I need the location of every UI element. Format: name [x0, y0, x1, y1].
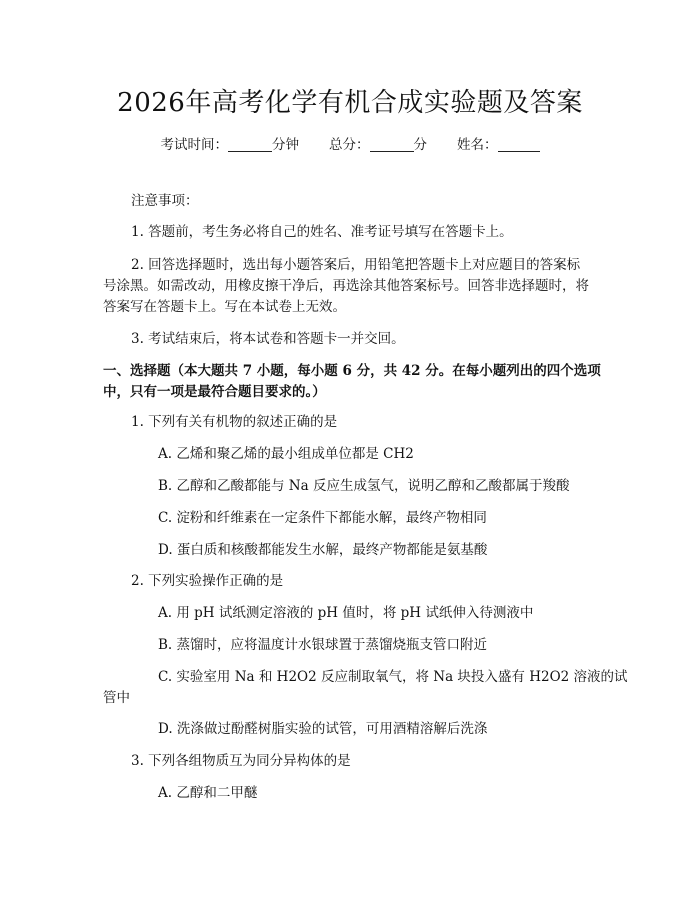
page-title: 2026年高考化学有机合成实验题及答案 [117, 88, 583, 118]
time-blank [228, 137, 272, 152]
notice-heading: 注意事项： [131, 193, 199, 209]
notice-item-2-line-2: 号涂黑。如需改动，用橡皮擦干净后，再选涂其他答案标号。回答非选择题时，将 [103, 278, 589, 294]
score-label: 总分： [329, 137, 370, 153]
question-2-option-b: B. 蒸馏时，应将温度计水银球置于蒸馏烧瓶支管口附近 [158, 637, 488, 653]
section-heading-line-1: 一、选择题（本大题共 7 小题，每小题 6 分，共 42 分。在每小题列出的四个选项 [103, 363, 601, 379]
question-1-option-a: A. 乙烯和聚乙烯的最小组成单位都是 CH2 [158, 446, 414, 462]
notice-item-2-line-3: 答案写在答题卡上。写在本试卷上无效。 [103, 299, 346, 315]
question-2-option-a: A. 用 pH 试纸测定溶液的 pH 值时，将 pH 试纸伸入待测液中 [158, 605, 534, 621]
question-2-option-c-line-1: C. 实验室用 Na 和 H2O2 反应制取氧气，将 Na 块投入盛有 H2O2 溶液的试 [158, 669, 628, 685]
time-label: 考试时间： [160, 137, 228, 153]
question-2-option-c-line-2: 管中 [103, 690, 130, 706]
question-2-option-d: D. 洗涤做过酚醛树脂实验的试管，可用酒精溶解后洗涤 [158, 721, 488, 737]
question-1-option-d: D. 蛋白质和核酸都能发生水解，最终产物都能是氨基酸 [158, 542, 488, 558]
notice-item-1: 1. 答题前，考生务必将自己的姓名、准考证号填写在答题卡上。 [131, 224, 513, 240]
score-blank [370, 137, 414, 152]
question-3-stem: 3. 下列各组物质互为同分异构体的是 [131, 753, 351, 769]
name-label: 姓名： [457, 137, 498, 153]
notice-item-3: 3. 考试结束后，将本试卷和答题卡一并交回。 [131, 331, 405, 347]
score-unit: 分 [413, 137, 427, 153]
notice-item-2-line-1: 2. 回答选择题时，选出每小题答案后，用铅笔把答题卡上对应题目的答案标 [131, 257, 581, 273]
question-2-stem: 2. 下列实验操作正确的是 [131, 573, 284, 589]
question-1-stem: 1. 下列有关有机物的叙述正确的是 [131, 414, 338, 430]
question-3-option-a: A. 乙醇和二甲醚 [158, 785, 258, 801]
time-unit: 分钟 [272, 137, 299, 153]
question-1-option-b: B. 乙醇和乙酸都能与 Na 反应生成氢气，说明乙醇和乙酸都属于羧酸 [158, 478, 570, 494]
exam-info-line [0, 133, 700, 153]
name-blank [498, 137, 540, 152]
question-1-option-c: C. 淀粉和纤维素在一定条件下都能水解，最终产物相同 [158, 510, 487, 526]
section-heading-line-2: 中，只有一项是最符合题目要求的。） [103, 384, 326, 400]
